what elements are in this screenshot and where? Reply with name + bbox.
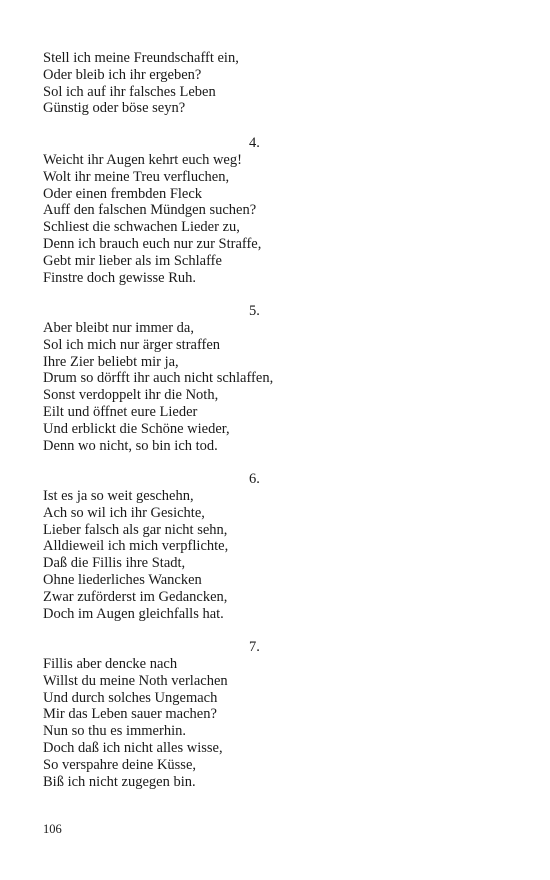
poem-line: Fillis aber dencke nach: [43, 656, 178, 672]
page-number: 106: [43, 822, 62, 836]
poem-line: Auff den falschen Mündgen suchen?: [43, 202, 257, 219]
poem-line: Daß die Fillis ihre Stadt,: [43, 555, 186, 572]
poem-line: Zwar zuförderst im Gedancken,: [43, 588, 228, 605]
poem-line: Ist es ja so weit geschehn,: [43, 488, 194, 504]
poem-line: Mir das Leben sauer machen?: [43, 706, 217, 723]
poem-line: Wolt ihr meine Treu verfluchen,: [43, 168, 230, 185]
stanza-number-7: 7.: [249, 639, 260, 655]
stanza-4: [43, 152, 513, 286]
poem-line: Sol ich auf ihr falsches Leben: [43, 83, 216, 100]
stanza-number-5: 5.: [249, 303, 260, 319]
stanza-6: [43, 488, 513, 622]
poem-line: Aber bleibt nur immer da,: [43, 320, 194, 336]
poem-line: Ach so wil ich ihr Gesichte,: [43, 504, 205, 521]
poem-line: So verspahre deine Küsse,: [43, 756, 197, 773]
poem-line: Eilt und öffnet eure Lieder: [43, 403, 198, 420]
poem-line: Doch im Augen gleichfalls hat.: [43, 605, 224, 622]
poem-line: Ihre Zier beliebt mir ja,: [43, 353, 179, 370]
poem-line: Doch daß ich nicht alles wisse,: [43, 739, 223, 756]
stanza-7: [43, 656, 513, 790]
poem-line: Biß ich nicht zugegen bin.: [43, 773, 196, 790]
poem-line: Denn ich brauch euch nur zur Straffe,: [43, 235, 262, 252]
stanza-5: [43, 320, 513, 454]
poem-line: Günstig oder böse seyn?: [43, 100, 186, 117]
poem-line: Stell ich meine Freundschafft ein,: [43, 50, 239, 66]
poem-line: Sol ich mich nur ärger straffen: [43, 336, 221, 353]
poem-line: Drum so dörfft ihr auch nicht schlaffen,: [43, 370, 274, 387]
stanza-3: [43, 50, 513, 117]
poem-line: Und erblickt die Schöne wieder,: [43, 420, 230, 437]
poem-line: Willst du meine Noth verlachen: [43, 672, 228, 689]
poem-line: Finstre doch gewisse Ruh.: [43, 269, 197, 286]
poem-line: Sonst verdoppelt ihr die Noth,: [43, 387, 219, 404]
poem-line: Oder einen frembden Fleck: [43, 185, 203, 202]
poem-line: Weicht ihr Augen kehrt euch weg!: [43, 152, 242, 168]
poem-line: Denn wo nicht, so bin ich tod.: [43, 437, 218, 454]
stanza-number-4: 4.: [249, 135, 260, 151]
poem-line: Oder bleib ich ihr ergeben?: [43, 66, 202, 83]
poem-line: Gebt mir lieber als im Schlaffe: [43, 252, 222, 269]
poem-line: Alldieweil ich mich verpflichte,: [43, 538, 229, 555]
poem-line: Ohne liederliches Wancken: [43, 571, 202, 588]
poem-line: Nun so thu es immerhin.: [43, 723, 186, 740]
poem-line: Und durch solches Ungemach: [43, 689, 218, 706]
poem-line: Schliest die schwachen Lieder zu,: [43, 219, 240, 236]
poem-line: Lieber falsch als gar nicht sehn,: [43, 521, 228, 538]
stanza-number-6: 6.: [249, 471, 260, 487]
